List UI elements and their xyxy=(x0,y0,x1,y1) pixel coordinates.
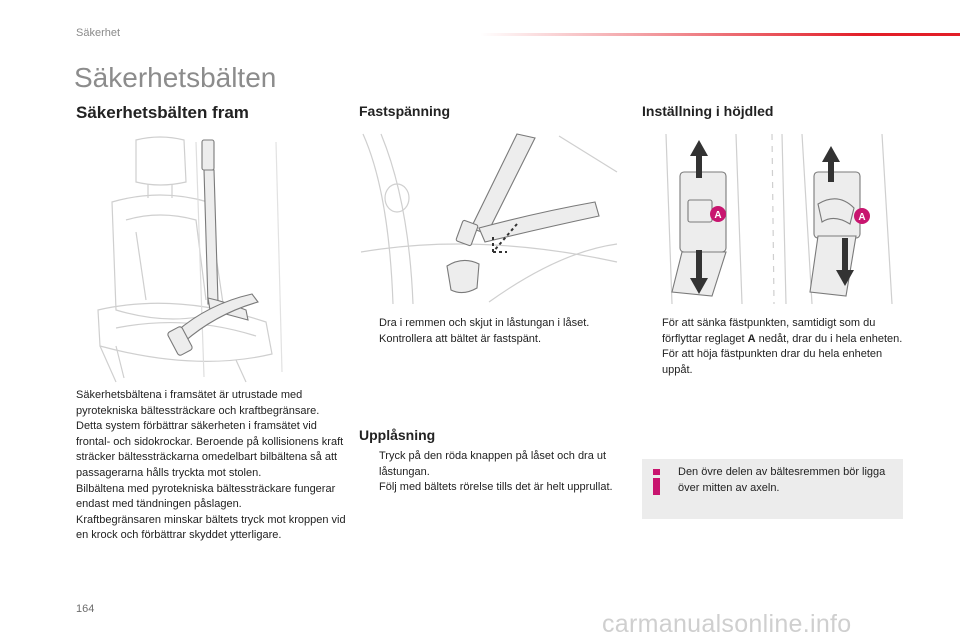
info-text: Den övre delen av bältesremmen bör ligga över mitten av axeln. xyxy=(678,466,886,494)
front-belts-description xyxy=(76,388,346,544)
watermark: carmanualsonline.info xyxy=(602,610,852,638)
unlocking-steps xyxy=(359,449,625,496)
list-item: Tryck på den röda knappen på låset och dra ut låstungan. xyxy=(379,450,607,478)
info-icon xyxy=(652,469,661,495)
label-a-right: A xyxy=(858,212,866,223)
paragraph: Detta system förbättrar säkerheten i framsätet vid frontal- och sidokrockar. Beroende på kollisionens kraft sträcker bältessträckarna omedelbart bilbältena så att passagerarna hålls tryckta mot stolen. xyxy=(76,420,344,479)
page-title: Säkerhetsbälten xyxy=(74,62,277,93)
paragraph: Bilbältena med pyrotekniska bältessträckare fungerar endast med tändningen påslagen. xyxy=(76,482,336,511)
fastening-steps xyxy=(359,316,625,347)
header-rule xyxy=(480,33,960,36)
heading-fastening: Fastspänning xyxy=(359,103,451,119)
list-item: För att sänka fästpunkten, samtidigt som du förflyttar reglaget A nedåt, drar du i hela enheten. xyxy=(662,317,903,345)
paragraph: Säkerhetsbältena i framsätet är utrustade med pyrotekniska bältessträckare och kraftbegränsare. xyxy=(76,389,320,417)
list-item: För att höja fästpunkten drar du hela enheten uppåt. xyxy=(662,348,883,376)
fastening-illustration xyxy=(359,132,620,305)
list-item: Kontrollera att bältet är fastspänt. xyxy=(379,332,542,345)
heading-front-belts: Säkerhetsbälten fram xyxy=(76,103,249,122)
info-box xyxy=(642,459,903,519)
control-label: A xyxy=(747,332,756,345)
height-adjustment-steps xyxy=(642,316,906,378)
paragraph: Kraftbegränsaren minskar bältets tryck mot kroppen vid en krock och förbättrar skyddet ytterligare. xyxy=(76,513,346,542)
list-item: Dra i remmen och skjut in låstungan i låset. xyxy=(379,317,590,329)
label-a-left: A xyxy=(714,210,722,221)
front-seat-illustration xyxy=(76,132,339,384)
heading-height-adjustment: Inställning i höjdled xyxy=(642,103,774,119)
section-label: Säkerhet xyxy=(76,27,121,39)
list-item: Följ med bältets rörelse tills det är helt upprullat. xyxy=(379,481,613,494)
height-adjustment-illustration xyxy=(642,132,903,305)
page-number: 164 xyxy=(76,603,95,615)
heading-unlocking: Upplåsning xyxy=(359,427,436,443)
